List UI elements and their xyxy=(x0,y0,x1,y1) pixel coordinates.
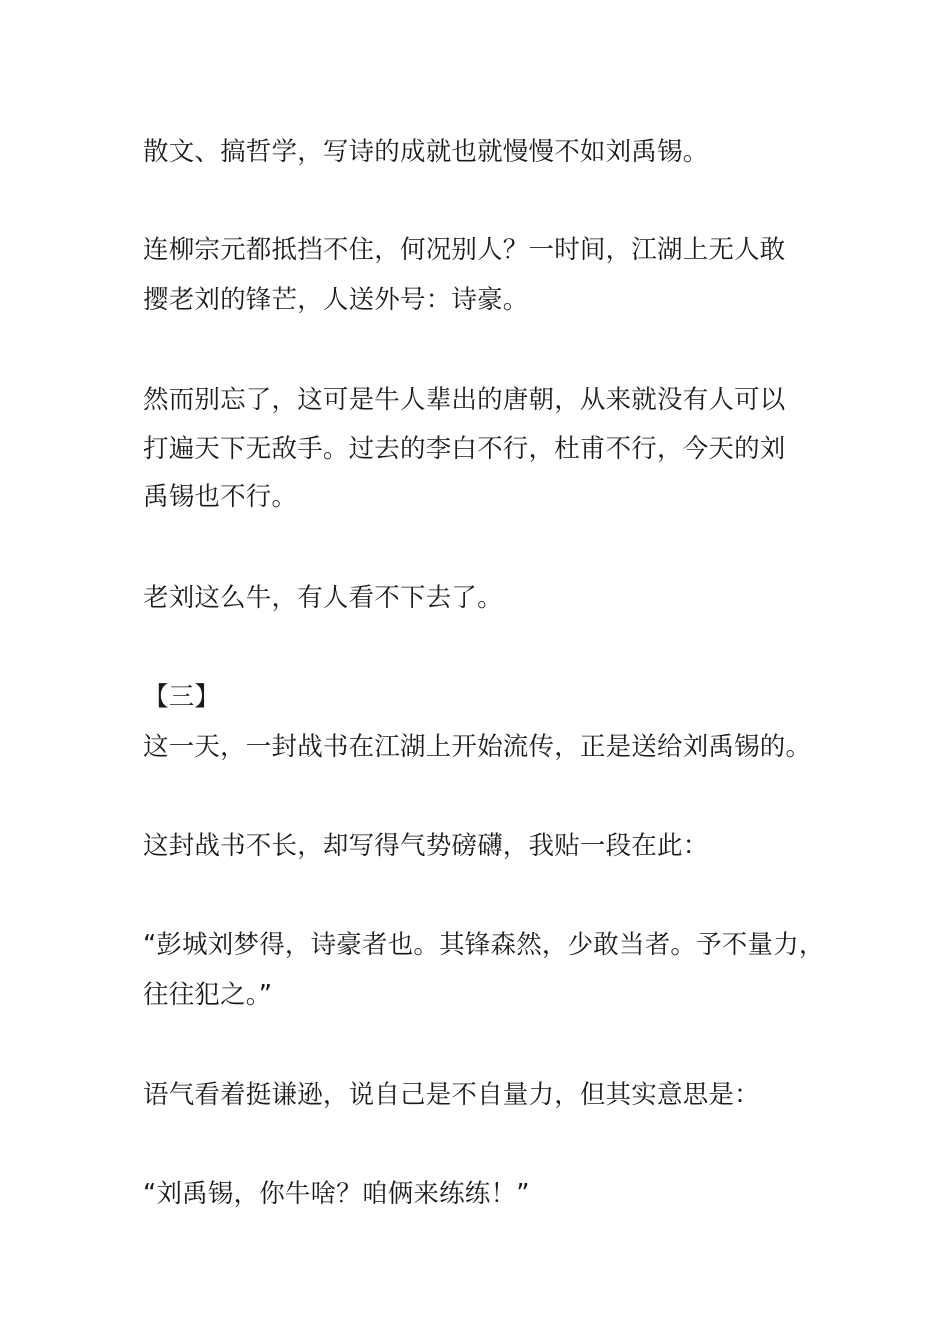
section-heading: 【三】 xyxy=(143,682,221,712)
text-line: 打遍天下无敌手。过去的李白不行，杜甫不行，今天的刘 xyxy=(143,434,786,464)
text-line: 老刘这么牛，有人看不下去了。 xyxy=(143,583,503,613)
text-line: 然而别忘了，这可是牛人辈出的唐朝，从来就没有人可以 xyxy=(143,385,786,415)
text-line: 这一天，一封战书在江湖上开始流传，正是送给刘禹锡的。 xyxy=(143,732,812,762)
text-line: 禹锡也不行。 xyxy=(143,482,298,512)
text-line: 散文、搞哲学，写诗的成就也就慢慢不如刘禹锡。 xyxy=(143,137,709,167)
text-line: 连柳宗元都抵挡不住，何况别人？一时间，江湖上无人敢 xyxy=(143,235,786,265)
quote-line: 往往犯之。” xyxy=(143,980,273,1010)
text-line: 撄老刘的锋芒，人送外号：诗豪。 xyxy=(143,285,529,315)
quote-line: “彭城刘梦得，诗豪者也。其锋森然，少敢当者。予不量力， xyxy=(143,930,825,960)
text-line: 这封战书不长，却写得气势磅礴，我贴一段在此： xyxy=(143,831,709,861)
quote-line: “刘禹锡，你牛啥？咱俩来练练！” xyxy=(143,1179,530,1209)
text-line: 语气看着挺谦逊，说自己是不自量力，但其实意思是： xyxy=(143,1080,760,1110)
